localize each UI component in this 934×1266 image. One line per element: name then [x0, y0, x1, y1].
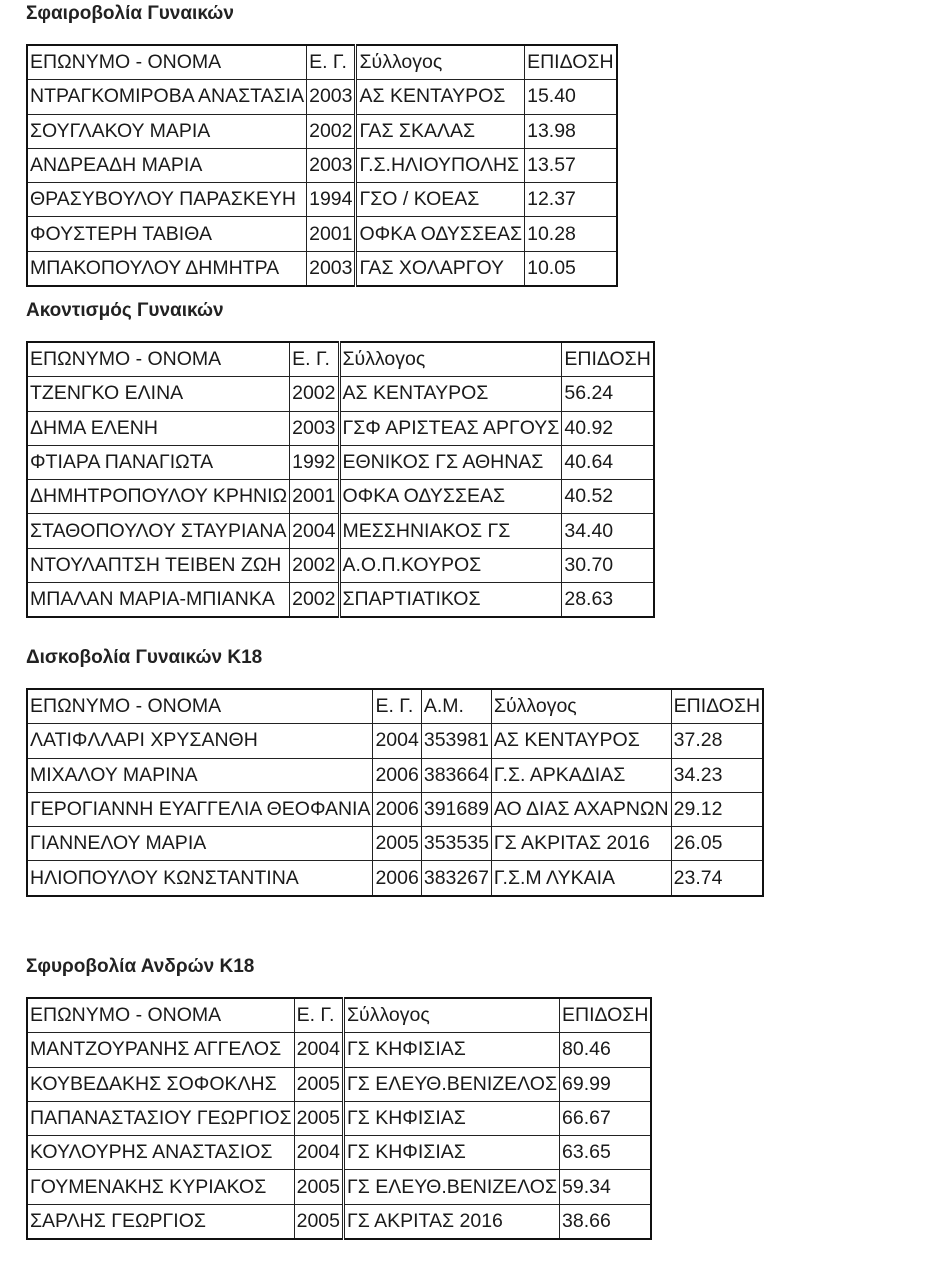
table-cell: 2003	[290, 411, 339, 445]
table-cell: 2003	[307, 80, 356, 114]
table-cell: ΓΣ ΑΚΡΙΤΑΣ 2016	[491, 827, 671, 861]
header-cell: Α.Μ.	[421, 689, 491, 724]
table-cell: ΜΑΝΤΖΟΥΡΑΝΗΣ ΑΓΓΕΛΟΣ	[27, 1033, 294, 1067]
table-cell: Γ.Σ.Μ ΛΥΚΑΙΑ	[491, 861, 671, 896]
header-row	[27, 342, 654, 377]
header-cell: Σύλλογος	[491, 689, 671, 724]
table-cell: ΜΠΑΚΟΠΟΥΛΟΥ ΔΗΜΗΤΡΑ	[27, 251, 307, 286]
table-cell: 15.40	[525, 80, 617, 114]
table-cell: ΑΟ ΔΙΑΣ ΑΧΑΡΝΩΝ	[491, 792, 671, 826]
table-cell: ΟΦΚΑ ΟΔΥΣΣΕΑΣ	[339, 480, 562, 514]
table-row	[27, 1067, 651, 1101]
table-cell: 38.66	[560, 1204, 652, 1239]
header-cell: Σύλλογος	[343, 998, 559, 1033]
header-cell: Ε. Γ.	[290, 342, 339, 377]
header-cell: ΕΠΙΔΟΣΗ	[562, 342, 654, 377]
table-cell: Γ.Σ. ΑΡΚΑΔΙΑΣ	[491, 758, 671, 792]
table-row	[27, 514, 654, 548]
table-cell: 13.57	[525, 148, 617, 182]
section-title: Δισκοβολία Γυναικών Κ18	[26, 647, 263, 668]
table-cell: ΣΤΑΘΟΠΟΥΛΟΥ ΣΤΑΥΡΙΑΝΑ	[27, 514, 290, 548]
section-hammer-men-u18	[26, 955, 649, 1232]
table-cell: 2003	[307, 148, 356, 182]
table-cell: ΔΗΜΗΤΡΟΠΟΥΛΟΥ ΚΡΗΝΙΩ	[27, 480, 290, 514]
table-row	[27, 792, 763, 826]
table-cell: ΑΣ ΚΕΝΤΑΥΡΟΣ	[356, 80, 525, 114]
table-cell: ΔΗΜΑ ΕΛΕΝΗ	[27, 411, 290, 445]
results-table	[26, 688, 764, 897]
table-cell: ΑΝΔΡΕΑΔΗ ΜΑΡΙΑ	[27, 148, 307, 182]
table-cell: ΓΣΦ ΑΡΙΣΤΕΑΣ ΑΡΓΟΥΣ	[339, 411, 562, 445]
table-row	[27, 251, 617, 286]
table-row	[27, 1136, 651, 1170]
table-cell: ΤΖΕΝΓΚΟ ΕΛΙΝΑ	[27, 377, 290, 411]
table-cell: ΓΕΡΟΓΙΑΝΝΗ ΕΥΑΓΓΕΛΙΑ ΘΕΟΦΑΝΙΑ	[27, 792, 373, 826]
table-cell: ΗΛΙΟΠΟΥΛΟΥ ΚΩΝΣΤΑΝΤΙΝΑ	[27, 861, 373, 896]
table-cell: 2006	[373, 861, 421, 896]
table-cell: 34.40	[562, 514, 654, 548]
table-cell: 69.99	[560, 1067, 652, 1101]
table-row	[27, 480, 654, 514]
header-cell: Ε. Γ.	[373, 689, 421, 724]
table-cell: 2005	[294, 1067, 343, 1101]
results-table	[26, 44, 618, 287]
table-row	[27, 1033, 651, 1067]
table-cell: 80.46	[560, 1033, 652, 1067]
results-table	[26, 997, 652, 1240]
table-cell: ΓΣ ΕΛΕΥΘ.ΒΕΝΙΖΕΛΟΣ	[343, 1067, 559, 1101]
table-cell: ΜΙΧΑΛΟΥ ΜΑΡΙΝΑ	[27, 758, 373, 792]
table-cell: ΓΙΑΝΝΕΛΟΥ ΜΑΡΙΑ	[27, 827, 373, 861]
table-cell: 13.98	[525, 114, 617, 148]
table-cell: 2004	[290, 514, 339, 548]
table-cell: 23.74	[671, 861, 763, 896]
table-cell: ΓΣ ΚΗΦΙΣΙΑΣ	[343, 1136, 559, 1170]
table-row	[27, 758, 763, 792]
table-cell: 353535	[421, 827, 491, 861]
table-cell: ΠΑΠΑΝΑΣΤΑΣΙΟΥ ΓΕΩΡΓΙΟΣ	[27, 1101, 294, 1135]
table-cell: ΝΤΡΑΓΚΟΜΙΡΟΒΑ ΑΝΑΣΤΑΣΙΑ	[27, 80, 307, 114]
table-cell: ΦΟΥΣΤΕΡΗ ΤΑΒΙΘΑ	[27, 217, 307, 251]
header-cell: ΕΠΙΔΟΣΗ	[560, 998, 652, 1033]
header-cell: Ε. Γ.	[294, 998, 343, 1033]
table-cell: 2005	[294, 1170, 343, 1204]
table-cell: 56.24	[562, 377, 654, 411]
table-row	[27, 377, 654, 411]
table-cell: 40.92	[562, 411, 654, 445]
table-row	[27, 148, 617, 182]
header-row	[27, 689, 763, 724]
table-cell: 63.65	[560, 1136, 652, 1170]
table-row	[27, 217, 617, 251]
table-row	[27, 411, 654, 445]
table-cell: ΑΣ ΚΕΝΤΑΥΡΟΣ	[491, 724, 671, 758]
table-cell: ΛΑΤΙΦΛΛΑΡΙ ΧΡΥΣΑΝΘΗ	[27, 724, 373, 758]
table-cell: 34.23	[671, 758, 763, 792]
table-cell: 37.28	[671, 724, 763, 758]
table-cell: ΓΣ ΚΗΦΙΣΙΑΣ	[343, 1033, 559, 1067]
table-cell: 2002	[290, 377, 339, 411]
table-cell: 26.05	[671, 827, 763, 861]
table-cell: ΚΟΥΛΟΥΡΗΣ ΑΝΑΣΤΑΣΙΟΣ	[27, 1136, 294, 1170]
table-cell: 10.28	[525, 217, 617, 251]
section-title: Σφυροβολία Ανδρών Κ18	[26, 956, 255, 977]
section-javelin-women	[26, 299, 651, 611]
table-cell: 59.34	[560, 1170, 652, 1204]
section-title: Σφαιροβολία Γυναικών	[26, 3, 234, 24]
table-row	[27, 1170, 651, 1204]
table-cell: 2001	[307, 217, 356, 251]
table-cell: ΓΑΣ ΧΟΛΑΡΓΟΥ	[356, 251, 525, 286]
results-table	[26, 341, 655, 618]
table-cell: 391689	[421, 792, 491, 826]
table-row	[27, 583, 654, 618]
table-cell: 2002	[307, 114, 356, 148]
table-cell: ΓΣ ΚΗΦΙΣΙΑΣ	[343, 1101, 559, 1135]
table-cell: Α.Ο.Π.ΚΟΥΡΟΣ	[339, 548, 562, 582]
table-cell: ΘΡΑΣΥΒΟΥΛΟΥ ΠΑΡΑΣΚΕΥΗ	[27, 183, 307, 217]
table-cell: 2005	[294, 1204, 343, 1239]
table-cell: ΟΦΚΑ ΟΔΥΣΣΕΑΣ	[356, 217, 525, 251]
table-cell: 2005	[373, 827, 421, 861]
table-cell: ΝΤΟΥΛΑΠΤΣΗ ΤΕΙΒΕΝ ΖΩΗ	[27, 548, 290, 582]
table-cell: ΓΣΟ / ΚΟΕΑΣ	[356, 183, 525, 217]
table-row	[27, 80, 617, 114]
table-cell: ΓΣ ΕΛΕΥΘ.ΒΕΝΙΖΕΛΟΣ	[343, 1170, 559, 1204]
table-row	[27, 724, 763, 758]
table-cell: ΣΟΥΓΛΑΚΟΥ ΜΑΡΙΑ	[27, 114, 307, 148]
table-cell: 2004	[294, 1136, 343, 1170]
table-cell: ΓΣ ΑΚΡΙΤΑΣ 2016	[343, 1204, 559, 1239]
header-cell: ΕΠΩΝΥΜΟ - ΟΝΟΜΑ	[27, 689, 373, 724]
table-cell: 2004	[373, 724, 421, 758]
table-cell: 66.67	[560, 1101, 652, 1135]
table-row	[27, 861, 763, 896]
table-row	[27, 827, 763, 861]
table-cell: ΕΘΝΙΚΟΣ ΓΣ ΑΘΗΝΑΣ	[339, 445, 562, 479]
table-cell: 2001	[290, 480, 339, 514]
table-row	[27, 445, 654, 479]
table-cell: ΜΠΑΛΑΝ ΜΑΡΙΑ-ΜΠΙΑΝΚΑ	[27, 583, 290, 618]
section-discus-women-u18	[26, 646, 761, 889]
table-cell: ΣΠΑΡΤΙΑΤΙΚΟΣ	[339, 583, 562, 618]
table-cell: ΦΤΙΑΡΑ ΠΑΝΑΓΙΩΤΑ	[27, 445, 290, 479]
table-row	[27, 1204, 651, 1239]
table-cell: 2002	[290, 583, 339, 618]
header-row	[27, 998, 651, 1033]
header-cell: ΕΠΩΝΥΜΟ - ΟΝΟΜΑ	[27, 998, 294, 1033]
table-cell: 28.63	[562, 583, 654, 618]
header-row	[27, 45, 617, 80]
table-cell: ΣΑΡΛΗΣ ΓΕΩΡΓΙΟΣ	[27, 1204, 294, 1239]
header-cell: Ε. Γ.	[307, 45, 356, 80]
table-cell: 29.12	[671, 792, 763, 826]
table-row	[27, 548, 654, 582]
table-cell: 10.05	[525, 251, 617, 286]
table-cell: ΓΟΥΜΕΝΑΚΗΣ ΚΥΡΙΑΚΟΣ	[27, 1170, 294, 1204]
table-cell: 2005	[294, 1101, 343, 1135]
table-row	[27, 114, 617, 148]
table-body	[27, 342, 654, 617]
table-body	[27, 45, 617, 286]
table-cell: ΓΑΣ ΣΚΑΛΑΣ	[356, 114, 525, 148]
table-body	[27, 998, 651, 1239]
header-cell: Σύλλογος	[356, 45, 525, 80]
header-cell: Σύλλογος	[339, 342, 562, 377]
table-cell: 1994	[307, 183, 356, 217]
table-row	[27, 183, 617, 217]
table-cell: 12.37	[525, 183, 617, 217]
table-cell: 2006	[373, 758, 421, 792]
table-cell: 40.52	[562, 480, 654, 514]
table-cell: 1992	[290, 445, 339, 479]
header-cell: ΕΠΩΝΥΜΟ - ΟΝΟΜΑ	[27, 45, 307, 80]
table-cell: ΑΣ ΚΕΝΤΑΥΡΟΣ	[339, 377, 562, 411]
table-cell: 40.64	[562, 445, 654, 479]
table-body	[27, 689, 763, 896]
section-title: Ακοντισμός Γυναικών	[26, 300, 224, 321]
table-cell: Γ.Σ.ΗΛΙΟΥΠΟΛΗΣ	[356, 148, 525, 182]
table-cell: ΚΟΥΒΕΔΑΚΗΣ ΣΟΦΟΚΛΗΣ	[27, 1067, 294, 1101]
table-cell: 2002	[290, 548, 339, 582]
table-cell: 2003	[307, 251, 356, 286]
table-cell: ΜΕΣΣΗΝΙΑΚΟΣ ΓΣ	[339, 514, 562, 548]
header-cell: ΕΠΙΔΟΣΗ	[525, 45, 617, 80]
table-row	[27, 1101, 651, 1135]
header-cell: ΕΠΩΝΥΜΟ - ΟΝΟΜΑ	[27, 342, 290, 377]
table-cell: 383267	[421, 861, 491, 896]
table-cell: 2004	[294, 1033, 343, 1067]
table-cell: 353981	[421, 724, 491, 758]
table-cell: 383664	[421, 758, 491, 792]
table-cell: 2006	[373, 792, 421, 826]
section-shot-put-women	[26, 2, 614, 279]
header-cell: ΕΠΙΔΟΣΗ	[671, 689, 763, 724]
table-cell: 30.70	[562, 548, 654, 582]
